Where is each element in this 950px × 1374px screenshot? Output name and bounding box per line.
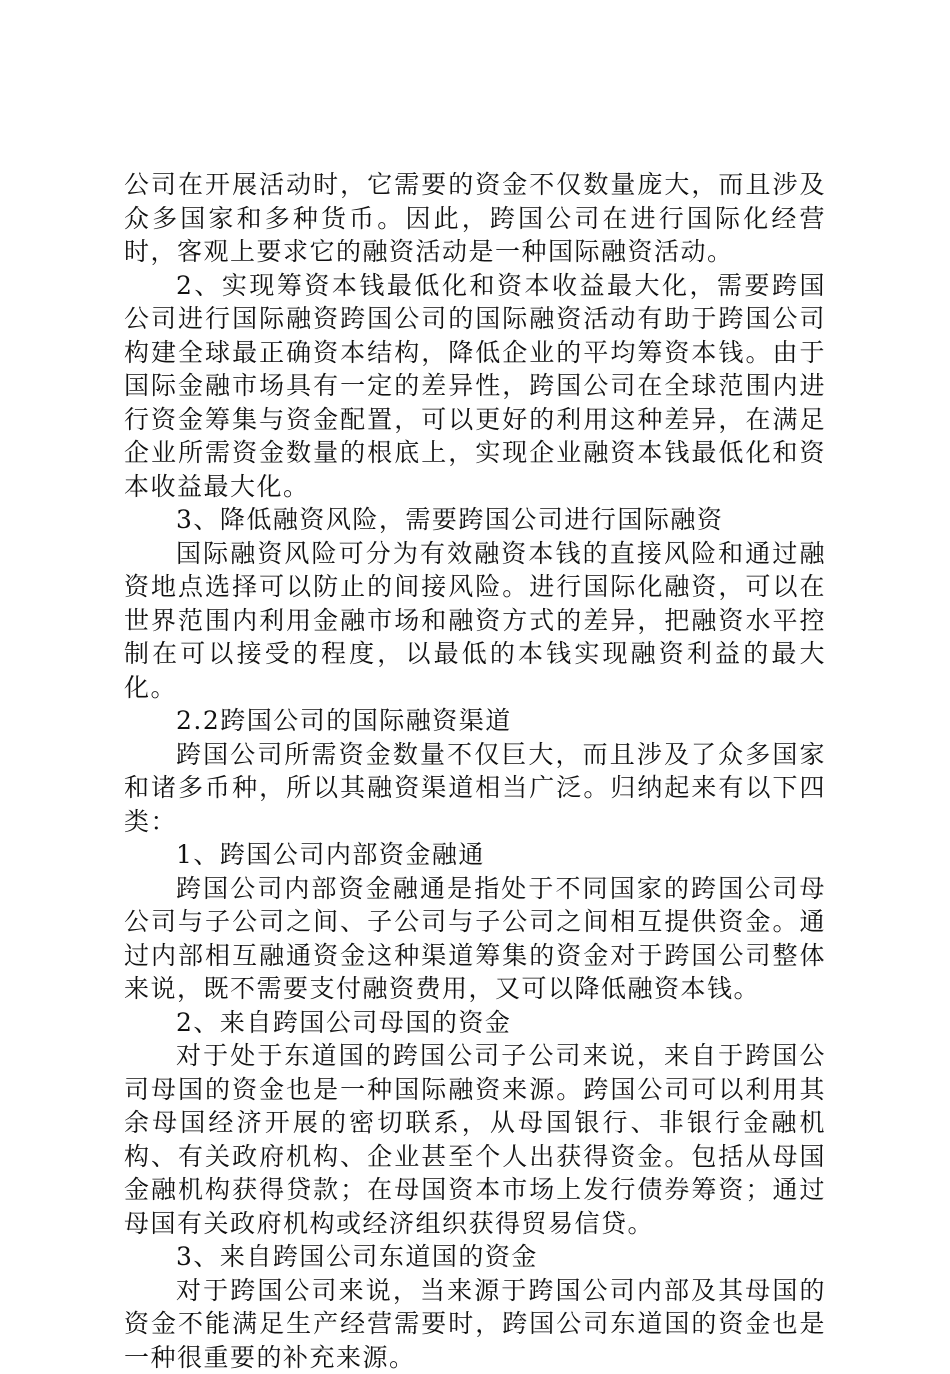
paragraph-continuation: 公司在开展活动时，它需要的资金不仅数量庞大，而且涉及众多国家和多种货币。因此，跨国公司在进行国际化经营时，客观上要求它的融资活动是一种国际融资活动。 (124, 168, 826, 269)
paragraph-home-country-funds: 对于处于东道国的跨国公司子公司来说，来自于跨国公司母国的资金也是一种国际融资来源。跨国公司可以利用其余母国经济开展的密切联系，从母国银行、非银行金融机构、有关政府机构、企业甚至个人出获得资金。包括从母国金融机构获得贷款；在母国资本市场上发行债券筹资；通过母国有关政府机构或经济组织获得贸易信贷。 (124, 1039, 826, 1240)
subheading-internal-financing: 1、跨国公司内部资金融通 (124, 838, 826, 872)
document-body (124, 168, 826, 1374)
paragraph-channels-intro: 跨国公司所需资金数量不仅巨大，而且涉及了众多国家和诸多币种，所以其融资渠道相当广泛。归纳起来有以下四类： (124, 738, 826, 839)
paragraph-host-country-funds: 对于跨国公司来说，当来源于跨国公司内部及其母国的资金不能满足生产经营需要时，跨国公司东道国的资金也是一种很重要的补充来源。 (124, 1274, 826, 1374)
subheading-home-country-funds: 2、来自跨国公司母国的资金 (124, 1006, 826, 1040)
paragraph-risk: 国际融资风险可分为有效融资本钱的直接风险和通过融资地点选择可以防止的间接风险。进行国际化融资，可以在世界范围内利用金融市场和融资方式的差异，把融资水平控制在可以接受的程度，以最低的本钱实现融资利益的最大化。 (124, 537, 826, 705)
subheading-host-country-funds: 3、来自跨国公司东道国的资金 (124, 1240, 826, 1274)
paragraph-point-3-heading: 3、降低融资风险，需要跨国公司进行国际融资 (124, 503, 826, 537)
paragraph-point-2: 2、实现筹资本钱最低化和资本收益最大化，需要跨国公司进行国际融资跨国公司的国际融资活动有助于跨国公司构建全球最正确资本结构，降低企业的平均筹资本钱。由于国际金融市场具有一定的差异性，跨国公司在全球范围内进行资金筹集与资金配置，可以更好的利用这种差异，在满足企业所需资金数量的根底上，实现企业融资本钱最低化和资本收益最大化。 (124, 269, 826, 504)
section-heading-2-2: 2.2跨国公司的国际融资渠道 (124, 704, 826, 738)
paragraph-internal-financing: 跨国公司内部资金融通是指处于不同国家的跨国公司母公司与子公司之间、子公司与子公司之间相互提供资金。通过内部相互融通资金这种渠道筹集的资金对于跨国公司整体来说，既不需要支付融资费用，又可以降低融资本钱。 (124, 872, 826, 1006)
